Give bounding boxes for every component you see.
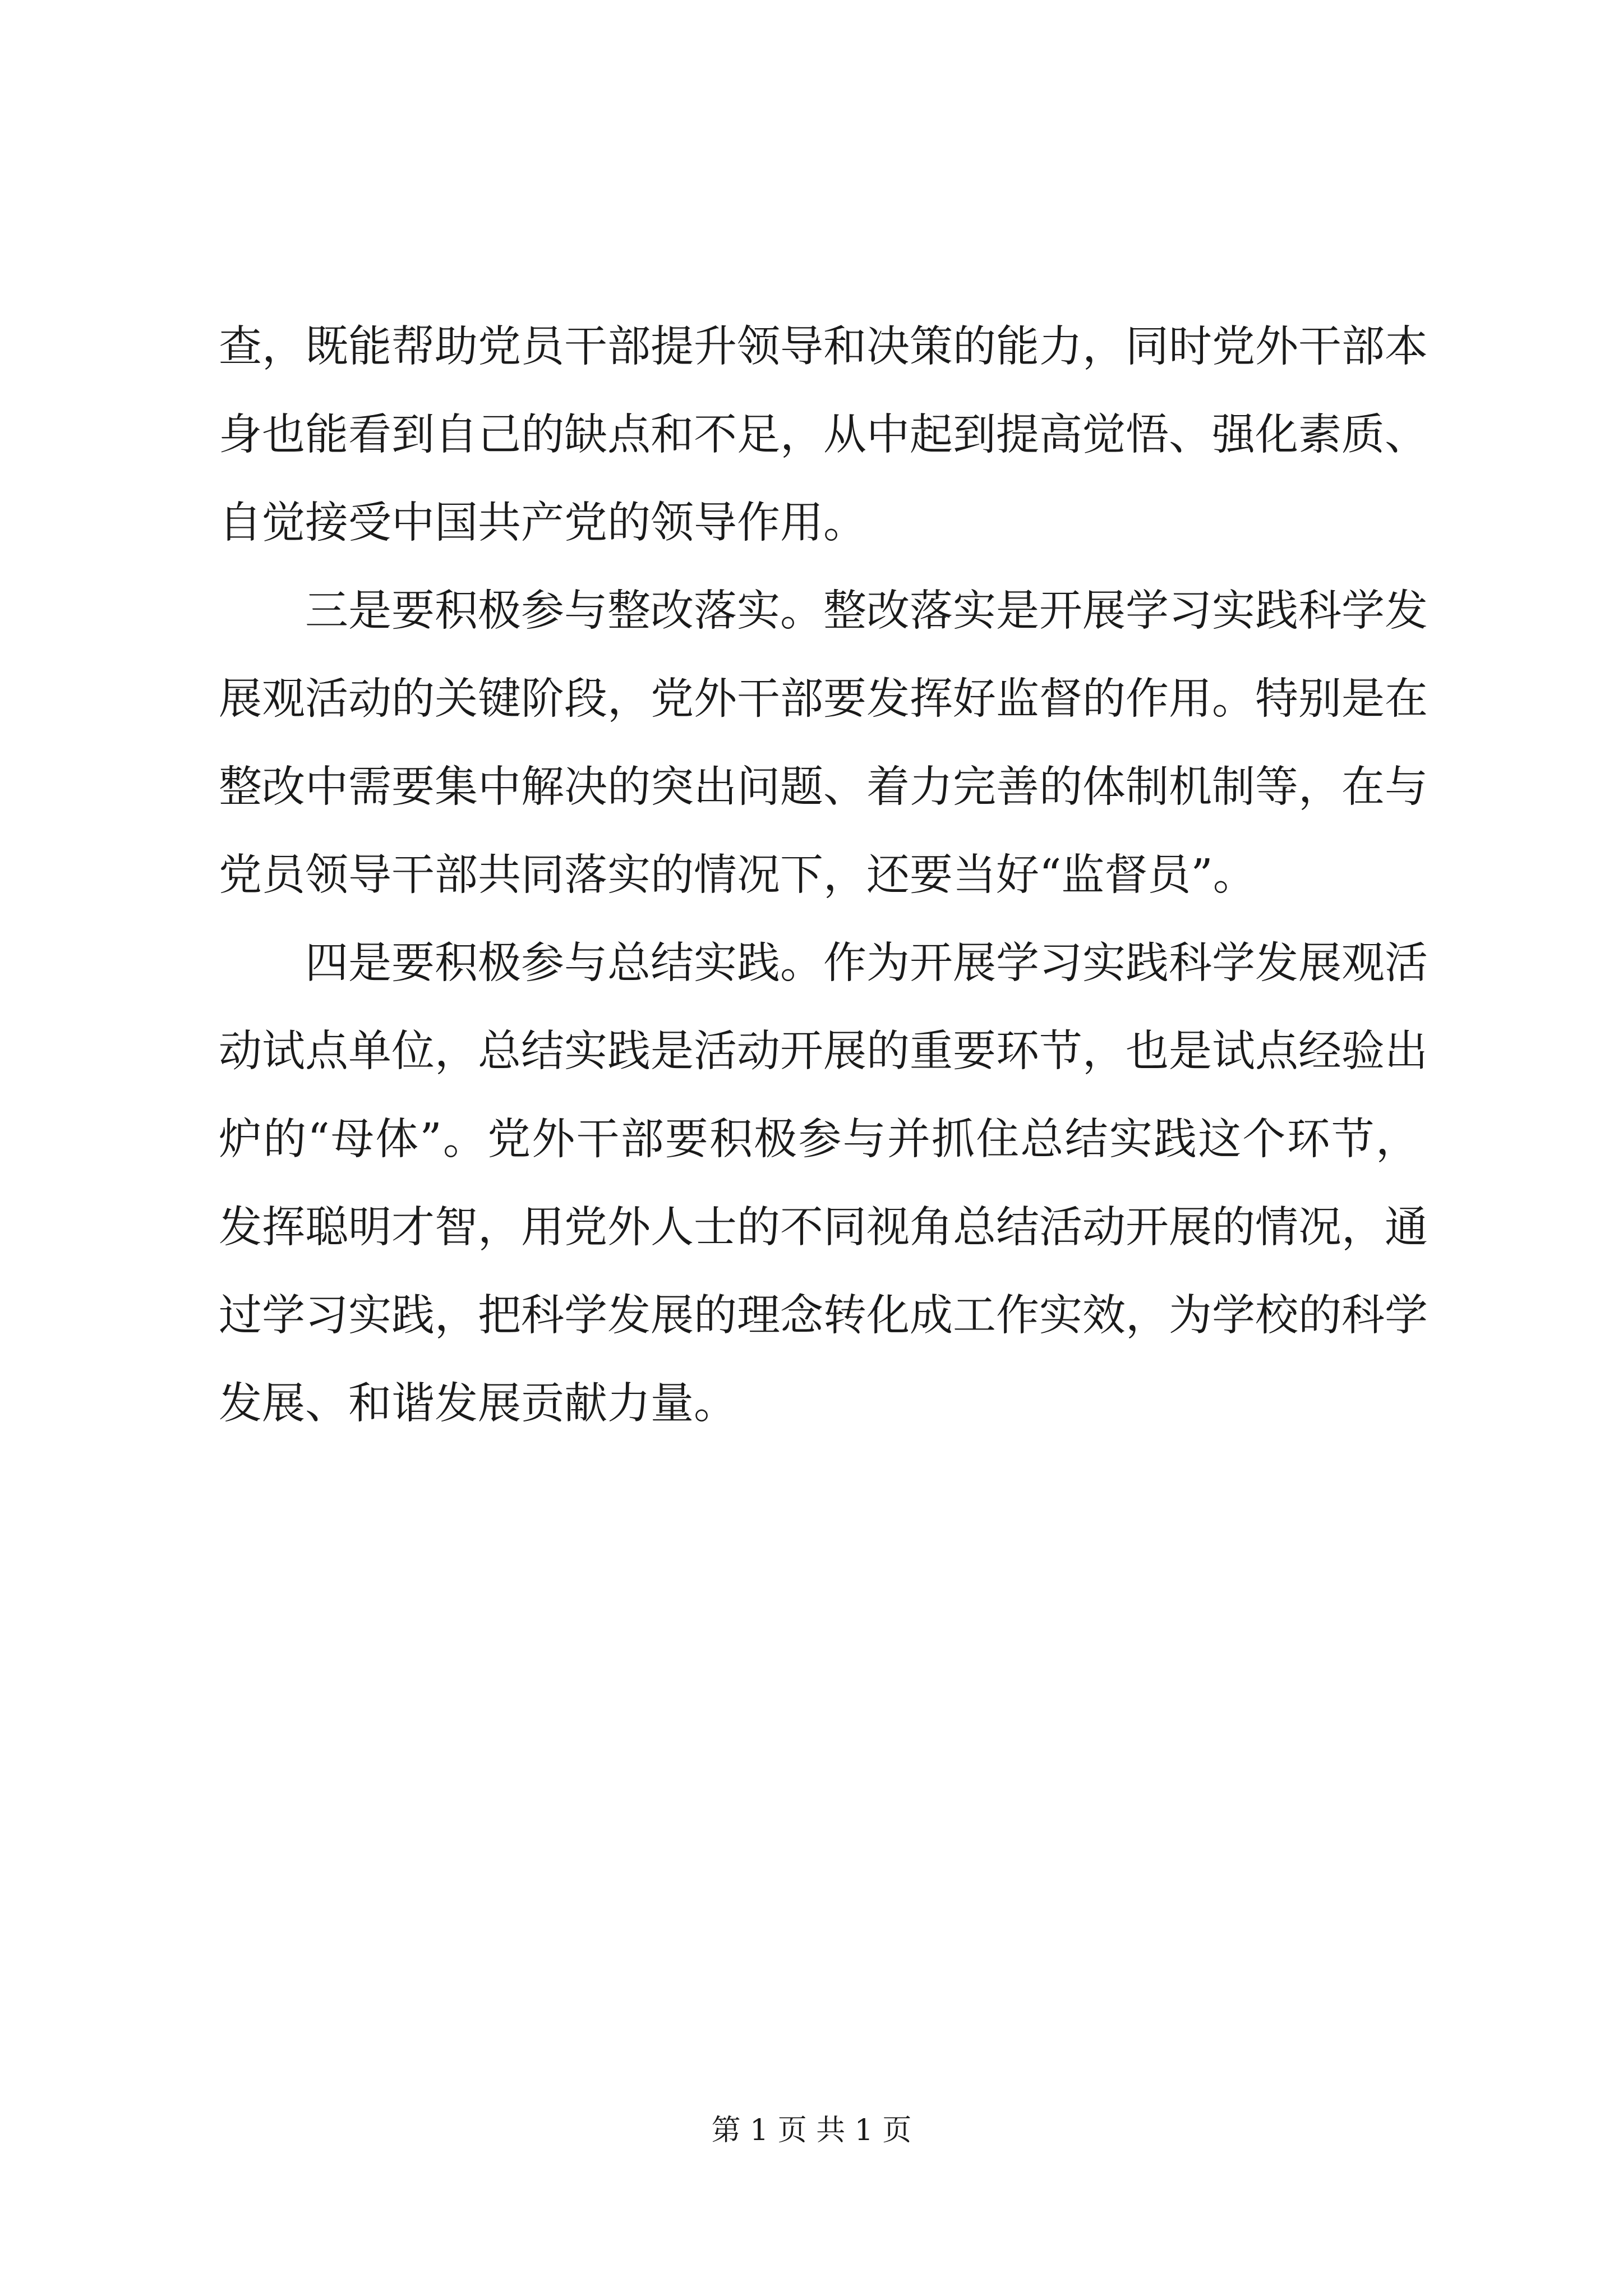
- paragraph-line: 发展、和谐发展贡献力量。: [219, 1379, 737, 1429]
- paragraph-line: 动试点单位，总结实践是活动开展的重要环节，也是试点经验出: [219, 1027, 1428, 1076]
- paragraph-line: 查，既能帮助党员干部提升领导和决策的能力，同时党外干部本: [219, 322, 1428, 372]
- paragraph-line: 自觉接受中国共产党的领导作用。: [219, 498, 866, 548]
- paragraph-line: 身也能看到自己的缺点和不足，从中起到提高觉悟、强化素质、: [219, 410, 1428, 460]
- paragraph-line: 过学习实践，把科学发展的理念转化成工作实效，为学校的科学: [219, 1291, 1428, 1341]
- page-footer: 第 1 页 共 1 页: [711, 2114, 912, 2147]
- paragraph-line: 炉的“母体”。党外干部要积极参与并抓住总结实践这个环节，: [219, 1115, 1419, 1165]
- paragraph-line: 三是要积极参与整改落实。整改落实是开展学习实践科学发: [305, 586, 1428, 636]
- paragraph-line: 党员领导干部共同落实的情况下，还要当好“监督员”。: [219, 850, 1256, 900]
- paragraph-line: 整改中需要集中解决的突出问题、着力完善的体制机制等，在与: [219, 762, 1428, 812]
- paragraph-line: 展观活动的关键阶段，党外干部要发挥好监督的作用。特别是在: [219, 674, 1428, 724]
- paragraph-line: 四是要积极参与总结实践。作为开展学习实践科学发展观活: [305, 938, 1428, 988]
- paragraph-line: 发挥聪明才智，用党外人士的不同视角总结活动开展的情况，通: [219, 1203, 1428, 1253]
- document-body: [219, 303, 1428, 1448]
